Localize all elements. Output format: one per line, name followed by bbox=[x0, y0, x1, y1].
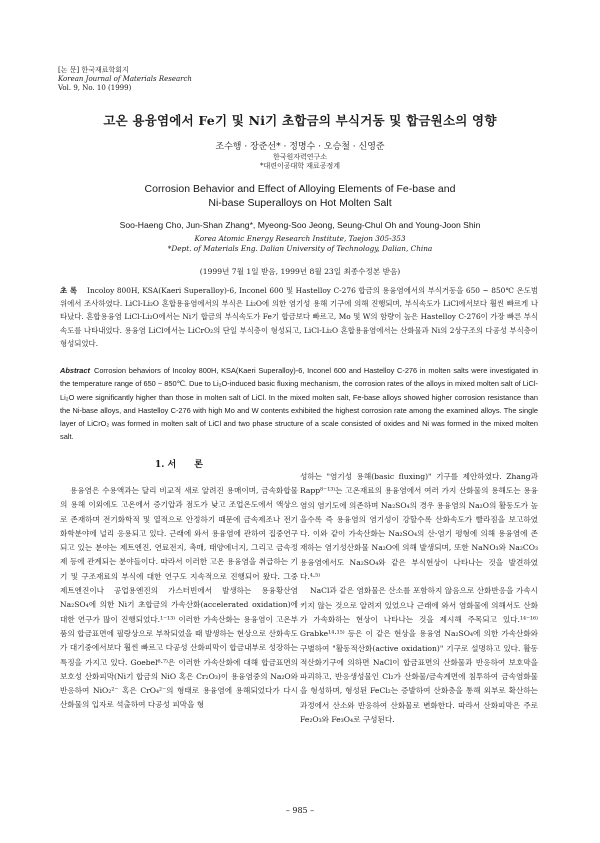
authors-english: Soo-Haeng Cho, Jun-Shan Zhang*, Myeong-Soo Jeong, Seung-Chul Oh and Young-Joon Shin bbox=[119, 220, 481, 230]
body-paragraph: 용융염은 수용액과는 달리 비교적 새로 알려진 용매이며, 금속화합물의 용해 이외에도 고온에서 증기압과 점도가 낮고 조업온도에서 액상으로 존재하며 전기화학적 및 열적으로 안정하기 때문에 금속제조나 전기화학분야에 널리 응용되고 있다. 근래에 와서 용융염에 관하여 집중연구되고 있는 분야는 제트엔진, 연료전지, 촉매, 태양에너지, 그리고 금속정제 등에 관계되는 분야들이다. 따라서 이러한 고온 용융염을 취급하는 기기 및 구조재료의 부식에 대한 연구도 지속적으로 진행되어 왔다. 그중 제트엔진이나 공업용엔진의 가스터빈에서 발생하는 용융황산염 Na₂SO₄에 의한 Ni기 초합금의 가속산화(accelerated oxidation)에 대한 연구가 많이 진행되었다.¹⁻¹³⁾ 이러한 가속산화는 용융염이 고온부품의 합금표면에 필랑상으로 부착되었을 때 발생하는 현상으로 산화속도가 대기중에서보다 훨씬 빠르고 다공성 산화피막이 합금내부로 성장하는 특징을 가지고 있다. Goebel⁶·⁷⁾은 이러한 가속산화에 대해 합금표면의 보호성 산화피막(Ni기 합금의 NiO 혹은 Cr₂O₃)이 용융염중의 Na₂O와 반응하여 NiO₂²⁻ 혹은 CrO₄²⁻의 형태로 용융염에 용해되었다가 다시 산화물의 입자로 석출하여 다공성 피막을 형 bbox=[60, 486, 298, 710]
abstract-korean-label: 초 록 bbox=[60, 286, 78, 295]
body-paragraph: NaCl과 같은 염화물은 산소를 포함하지 않음으로 산화반응을 가속시키지 않는 것으로 알려져 있었으나 근래에 와서 염화물에 의해서도 산화가 가속화하는 현상이 나타나는 것을 제시해 주목되고 있다.¹⁴⁻¹⁶⁾ Grabke¹⁴·¹⁵⁾ 등은 이 같은 현상을 용융염 Na₂SO₄에 의한 가속산화와 구별하여 "활동적산화(active oxidation)" 기구로 설명하고 있다. 활동적산화기구에 의하면 NaCl이 합금표면의 산화물과 반응하여 보호막을 파괴하고, 반응생성물인 Cl₂가 산화물/금속계면에 침투하여 금속염화물을 형성하며, 형성된 FeCl₂는 증발하여 산화층을 통해 외부로 확산하는 과정에서 산소와 반응하여 산화물로 변화한다. 따라서 산화피막은 주로 Fe₂O₃와 Fe₃O₄로 구성된다. bbox=[300, 586, 538, 725]
journal-header-line2: Korean Journal of Materials Research bbox=[58, 75, 192, 83]
title-english-line2: Ni-base Superalloys on Hot Molten Salt bbox=[208, 197, 392, 209]
affiliation-korean bbox=[0, 153, 600, 171]
affiliation-korean-1: 한국원자력연구소 bbox=[272, 153, 328, 161]
abstract-korean bbox=[60, 284, 538, 350]
page-number: – 985 – bbox=[285, 806, 315, 815]
authors-korean: 조수행 · 장준선* · 정명수 · 오승철 · 신영준 bbox=[215, 142, 385, 152]
title-english-line1: Corrosion Behavior and Effect of Alloying Elements of Fe-base and bbox=[144, 183, 456, 195]
journal-header-line3: Vol. 9, No. 10 (1999) bbox=[58, 84, 132, 92]
title-korean: 고온 용융염에서 Fe기 및 Ni기 초합금의 부식거동 및 합금원소의 영향 bbox=[103, 113, 497, 128]
title-english bbox=[0, 182, 600, 210]
section-heading-introduction: 1. 서 론 bbox=[155, 460, 203, 470]
body-column-left bbox=[60, 484, 298, 713]
abstract-english bbox=[60, 364, 538, 444]
abstract-korean-text: Incoloy 800H, KSA(Kaeri Superalloy)-6, Inconel 600 및 Hastelloy C-276 합금의 용융염에서의 부식거동을 650 ~ 850℃ 온도범위에서 조사하였다. LiCl-Li₂O 혼합용융염에서의 부식은 Li₂O에 의한 염기성 용해 기구에 의해 진행되며, 부식속도가 LiCl에서보다 훨씬 빠르게 나타났다. 혼합용융염 LiCl-Li₂O에서는 Ni기 합금의 부식속도가 Fe기 합금보다 빠르고, Mo 및 W의 함량이 높은 Hastelloy C-276이 가장 빠른 부식속도를 나타내었다. 용융염 LiCl에서는 LiCrO₂의 단일 부식층이 형성되고, LiCl-Li₂O 혼합용융염에서는 산화물과 Ni의 2상구조의 다공성 부식층이 형성되었다. bbox=[60, 286, 538, 348]
affiliation-english bbox=[0, 234, 600, 254]
journal-header bbox=[58, 66, 192, 93]
received-dates: (1999년 7월 1일 받음, 1999년 8월 23일 최종수정본 받음) bbox=[199, 267, 401, 276]
affiliation-korean-2: *대련이공대학 재료공정계 bbox=[259, 162, 341, 170]
affiliation-english-1: Korea Atomic Energy Research Institute, Taejon 305-353 bbox=[194, 234, 406, 243]
journal-header-line1: [논 문] 한국재료학회지 bbox=[58, 66, 129, 74]
body-paragraph: 성하는 "염기성 용해(basic fluxing)" 기구를 제안하였다. Zhang과 Rapp⁸⁻¹³⁾는 고온재료의 용융염에서 여러 가지 산화물의 용해도는 용융염의 염기도에 의존하며 Na₂SO₄의 경우 용융염의 Na₂O의 활동도가 높을수록 즉 용융염의 염기성이 강할수록 산화속도가 빨라짐을 보고하였다. 이와 같이 가속산화는 Na₂SO₄의 산-염기 평형에 의해 용융염에 존재하는 염기성산화물 Na₂O에 의해 발생되며, 또한 NaNO₃와 Na₂CO₃ 용융염에서도 Na₂SO₄와 같은 부식현상이 나타나는 것을 발견하였다.⁴·⁵⁾ bbox=[300, 472, 538, 582]
abstract-english-text: Corrosion behaviors of Incoloy 800H, KSA(Kaeri Superalloy)-6, Inconel 600 and Hastelloy C-276 in molten salts were investigated in the temperature range of 650 ~ 850℃. Due to Li₂O-induced basic fluxing mechanism, the corrosion rates of the alloys in mixed molten salt of LiCl-Li₂O were significantly higher than those in molten salt of LiCl. In the mixed molten salt, Fe-base alloys showed higher corrosion resistance than the Ni-base alloys, and Hastelloy C-276 with high Mo and W contents exhibited the highest corrosion rate among the examined alloys. The single layer of LiCrO₂ was formed in molten salt of LiCl and two phase structure of a scale consisted of oxides and Ni was formed in the mixed molten salt. bbox=[60, 366, 538, 442]
affiliation-english-2: *Dept. of Materials Eng. Dalian University of Technology, Dalian, China bbox=[167, 244, 433, 253]
abstract-english-label: Abstract bbox=[60, 366, 90, 375]
body-column-right bbox=[300, 470, 538, 727]
